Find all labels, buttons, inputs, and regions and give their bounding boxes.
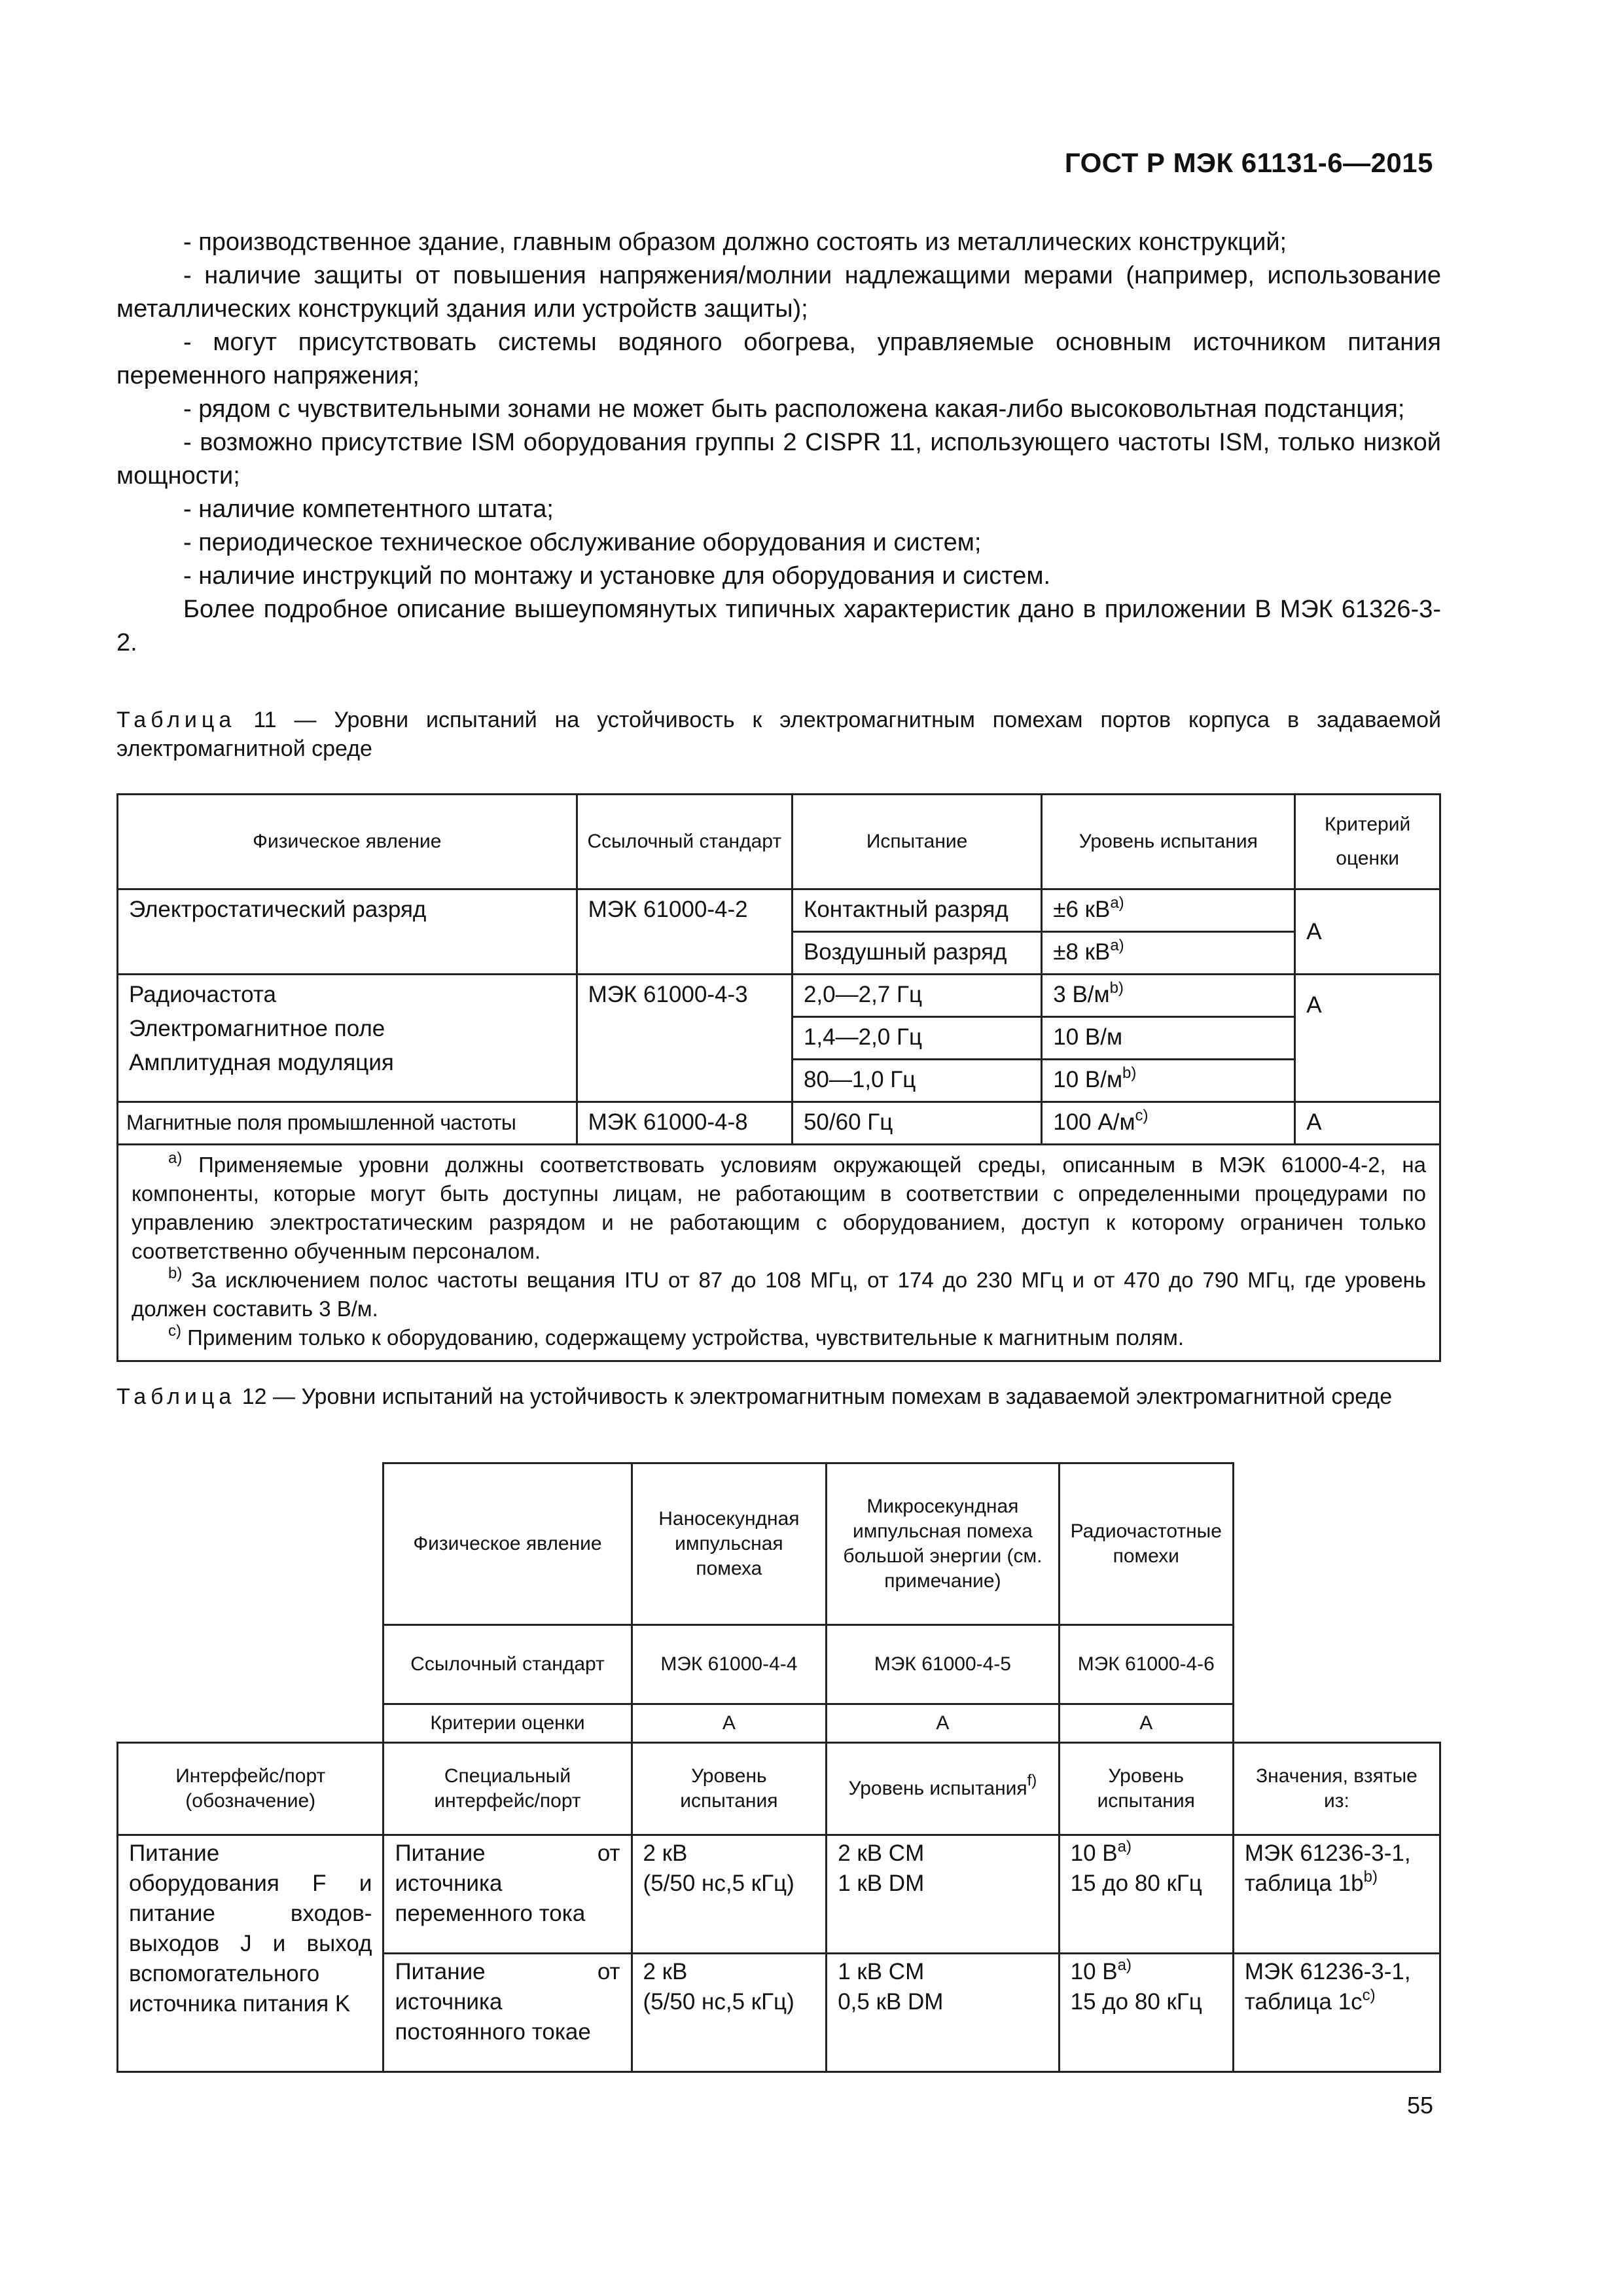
port-cell: Питание оборудования F и питание входов-выходов J и выход вспомогательного источника питания K — [118, 1835, 383, 2072]
level-value: 10 В — [1070, 1959, 1118, 1984]
cell-line: 2 кВ — [643, 1840, 688, 1866]
cell-line: 2 кВ CM — [838, 1840, 925, 1866]
level-cell — [1042, 1102, 1295, 1145]
empty-cell — [118, 1463, 383, 1625]
column-header: Значения, взятые из: — [1233, 1743, 1440, 1835]
column-header: Специальный интерфейс/порт — [383, 1743, 632, 1835]
empty-cell — [1233, 1625, 1440, 1704]
footnote-ref: f) — [1027, 1772, 1037, 1789]
list-item: - могут присутствовать системы водяного обогрева, управляемые основным источником питания переменного напряжения; — [116, 329, 1441, 389]
cell-line: 1 кВ CM — [838, 1959, 925, 1984]
level-value: 100 А/м — [1053, 1109, 1135, 1135]
rf-cell — [1059, 1835, 1233, 1954]
table-label: Таблица — [116, 708, 236, 732]
page-number: 55 — [1406, 2092, 1433, 2119]
caption-text: 11 — Уровни испытаний на устойчивость к электромагнитным помехам портов корпуса в задаваемой электромагнитной среде — [116, 708, 1441, 761]
phenomenon-cell: Микросекундная импульсная помеха большой энергии (см. примечание) — [827, 1463, 1059, 1625]
footnote-ref: c) — [1135, 1107, 1149, 1124]
test-cell: 2,0—2,7 Гц — [792, 975, 1041, 1017]
table-row — [118, 1835, 1440, 1954]
column-header: Уровень испытания — [632, 1743, 827, 1835]
phenomenon-cell: Магнитные поля промышленной частоты — [118, 1102, 577, 1145]
column-header: Физическое явление — [118, 795, 577, 889]
cell-line — [1245, 1987, 1429, 2017]
table-row — [118, 1102, 1440, 1145]
footnote-ref: a) — [1117, 1956, 1132, 1974]
footnote-ref: a) — [1110, 937, 1124, 954]
criterion-cell: A — [827, 1704, 1059, 1743]
table-notes-row — [118, 1145, 1440, 1361]
standard-cell: МЭК 61000-4-4 — [632, 1625, 827, 1704]
empty-cell — [1233, 1704, 1440, 1743]
column-header: Уровень испытания — [1059, 1743, 1233, 1835]
footnote-ref: a) — [1117, 1838, 1132, 1856]
burst-cell — [632, 1835, 827, 1954]
test-cell: Воздушный разряд — [792, 932, 1041, 975]
table-12 — [116, 1462, 1441, 2073]
level-cell — [1042, 889, 1295, 932]
phenomenon-line: Радиочастота — [129, 982, 276, 1007]
level-cell — [1042, 975, 1295, 1017]
empty-cell — [118, 1704, 383, 1743]
level-value: ±6 кВ — [1053, 897, 1111, 922]
surge-cell — [827, 1954, 1059, 2072]
cell-line: 1 кВ DM — [838, 1871, 925, 1896]
cell-line: 2 кВ — [643, 1959, 688, 1984]
header-text: Уровень испытания — [848, 1778, 1027, 1799]
criterion-cell: A — [1295, 1102, 1440, 1145]
footnote-ref: a) — [1110, 894, 1124, 912]
table-row — [118, 889, 1440, 932]
rf-cell — [1059, 1954, 1233, 2072]
footnote-ref: b) — [1109, 979, 1124, 997]
list-item: - наличие защиты от повышения напряжения/молнии надлежащими мерами (например, использование металлических конструкций здания или устройств защиты); — [116, 262, 1441, 323]
cell-line: МЭК 61236-3-1, — [1244, 1840, 1411, 1866]
test-cell: 80—1,0 Гц — [792, 1060, 1041, 1102]
list-item: - наличие инструкций по монтажу и установке для оборудования и систем. — [183, 562, 1051, 590]
cell-line: 15 до 80 кГц — [1070, 1989, 1202, 2015]
table-header-row — [118, 795, 1440, 889]
phenomenon-cell: Радиочастотные помехи — [1059, 1463, 1233, 1625]
phenomenon-cell: Наносекундная импульсная помеха — [632, 1463, 827, 1625]
level-cell — [1042, 1060, 1295, 1102]
phenomenon-line: Электромагнитное поле — [129, 1016, 385, 1041]
footnote-mark: c) — [168, 1322, 181, 1340]
column-header: Уровень испытания — [1042, 795, 1295, 889]
row-label: Критерии оценки — [383, 1704, 632, 1743]
standard-cell: МЭК 61000-4-6 — [1059, 1625, 1233, 1704]
level-value: ±8 кВ — [1053, 939, 1111, 965]
cell-line: 0,5 кВ DM — [838, 1989, 944, 2015]
list-item: - наличие компетентного штата; — [183, 495, 554, 523]
table-header-row — [118, 1625, 1440, 1704]
caption-text: 12 — Уровни испытаний на устойчивость к электромагнитным помехам в задаваемой электромагнитной среде — [236, 1384, 1393, 1409]
paragraph-reference: Более подробное описание вышеупомянутых типичных характеристик дано в приложении В МЭК 61326-3-2. — [116, 596, 1441, 656]
list-item: - производственное здание, главным образом должно состоять из металлических конструкций; — [183, 228, 1287, 256]
level-cell: 10 В/м — [1042, 1017, 1295, 1060]
list-item: - возможно присутствие ISM оборудования группы 2 CISPR 11, использующего частоты ISM, только низкой мощности; — [116, 429, 1441, 490]
footnote — [132, 1266, 1426, 1323]
empty-cell — [118, 1625, 383, 1704]
level-cell — [1042, 932, 1295, 975]
standard-cell: МЭК 61000-4-3 — [577, 975, 792, 1102]
test-cell: 1,4—2,0 Гц — [792, 1017, 1041, 1060]
criterion-cell: A — [632, 1704, 827, 1743]
test-cell: 50/60 Гц — [792, 1102, 1041, 1145]
footnote-text: За исключением полос частоты вещания ITU от 87 до 108 МГц, от 174 до 230 МГц и от 470 до 790 МГц, где уровень должен составить 3 В/м. — [132, 1268, 1426, 1321]
table-12-caption — [116, 1382, 1441, 1411]
criterion-value: A — [1306, 992, 1322, 1018]
column-header: Ссылочный стандарт — [577, 795, 792, 889]
level-value: 3 В/м — [1053, 982, 1110, 1007]
source-cell — [1233, 1835, 1440, 1954]
footnote — [132, 1151, 1426, 1266]
cell-line: МЭК 61236-3-1, — [1244, 1959, 1411, 1984]
table-header-row — [118, 1704, 1440, 1743]
special-cell: Питание от источника постоянного токае — [383, 1954, 632, 2072]
source-value: таблица 1b — [1244, 1871, 1364, 1896]
phenomenon-cell — [118, 975, 577, 1102]
cell-line — [1071, 1839, 1222, 1869]
footnote — [132, 1323, 1426, 1352]
standard-cell: МЭК 61000-4-8 — [577, 1102, 792, 1145]
standard-header: ГОСТ Р МЭК 61131-6—2015 — [1064, 147, 1433, 178]
special-cell: Питание от источника переменного тока — [383, 1835, 632, 1954]
column-header: Испытание — [792, 795, 1041, 889]
list-item: - рядом с чувствительными зонами не может быть расположена какая-либо высоковольтная подстанция; — [183, 395, 1405, 423]
criterion-cell: A — [1059, 1704, 1233, 1743]
footnote-mark: b) — [168, 1265, 183, 1282]
cell-line: (5/50 нс,5 кГц) — [643, 1989, 794, 2015]
footnote-text: Применим только к оборудованию, содержащему устройства, чувствительные к магнитным полям. — [181, 1325, 1185, 1350]
standard-cell: МЭК 61000-4-2 — [577, 889, 792, 975]
table-header-row — [118, 1743, 1440, 1835]
cell-line — [1245, 1869, 1429, 1899]
cell-line — [1071, 1957, 1222, 1987]
table-label: Таблица — [116, 1384, 236, 1409]
phenomenon-line: Амплитудная модуляция — [129, 1050, 394, 1075]
table-header-row — [118, 1463, 1440, 1625]
requirements-list — [116, 226, 1441, 660]
table-11 — [116, 793, 1441, 1362]
cell-line: 15 до 80 кГц — [1070, 1871, 1202, 1896]
level-value: 10 В — [1070, 1840, 1118, 1866]
source-value: таблица 1c — [1244, 1989, 1363, 2015]
row-label: Ссылочный стандарт — [383, 1625, 632, 1704]
criterion-cell — [1295, 975, 1440, 1102]
table-11-caption — [116, 706, 1441, 763]
footnote-text: Применяемые уровни должны соответствовать условиям окружающей среды, описанным в МЭК 61000-4-2, на компоненты, которые могут быть доступны лицам, не работающим в соответствии с определенными процедурами по управлению электростатическим разрядом и не работающим с оборудованием, доступ к которому ограничен только соответственно обученным персоналом. — [132, 1153, 1426, 1263]
row-label: Физическое явление — [383, 1463, 632, 1625]
level-value: 10 В/м — [1053, 1067, 1123, 1092]
burst-cell — [632, 1954, 827, 2072]
list-item: - периодическое техническое обслуживание оборудования и систем; — [183, 529, 982, 556]
source-cell — [1233, 1954, 1440, 2072]
table-row — [118, 975, 1440, 1017]
footnote-mark: a) — [168, 1149, 183, 1167]
table-notes — [118, 1145, 1440, 1361]
cell-line: (5/50 нс,5 кГц) — [643, 1871, 794, 1896]
standard-cell: МЭК 61000-4-5 — [827, 1625, 1059, 1704]
column-header — [827, 1743, 1059, 1835]
empty-cell — [1233, 1463, 1440, 1625]
footnote-ref: b) — [1122, 1064, 1137, 1082]
surge-cell — [827, 1835, 1059, 1954]
test-cell: Контактный разряд — [792, 889, 1041, 932]
column-header: Интерфейс/порт (обозначение) — [118, 1743, 383, 1835]
footnote-ref: c) — [1362, 1986, 1376, 2004]
column-header: Критерий оценки — [1295, 795, 1440, 889]
phenomenon-cell: Электростатический разряд — [118, 889, 577, 975]
criterion-cell: A — [1295, 889, 1440, 975]
footnote-ref: b) — [1363, 1868, 1378, 1886]
